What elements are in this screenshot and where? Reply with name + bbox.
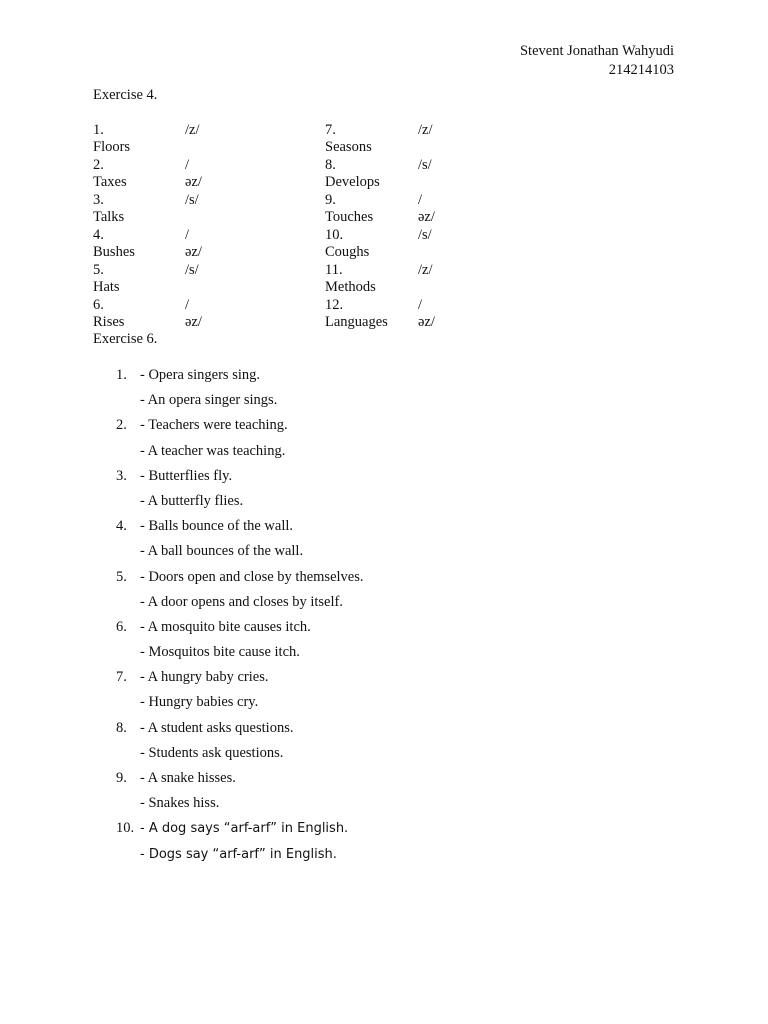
sentence-line: - A ball bounces of the wall. [140,543,304,560]
plural-sound: /əz/ [418,192,435,225]
plural-word: 6. Rises [93,297,125,330]
sentence-line: - Doors open and close by themselves. [140,568,364,585]
exercise-6-title: Exercise 6. [93,331,158,347]
exercise-6-list [116,367,364,871]
list-item [116,720,364,770]
plural-word: 1. Floors [93,122,131,155]
sentence-line: - Teachers were teaching. [140,417,288,434]
list-item [116,820,364,870]
item-number: 7. [116,669,127,686]
item-number: 6. [116,618,127,635]
author-header [520,42,674,80]
plural-sound: /s/ [185,262,199,278]
plural-word: 3. Talks [93,192,125,225]
sentence-line: - A dog says “arf-arf” in English. [140,821,349,837]
item-number: 9. [116,770,127,786]
plural-word: 10. Coughs [325,227,370,260]
plural-word: 11. Methods [325,262,376,295]
author-name: Stevent Jonathan Wahyudi [519,43,674,59]
plural-sound: /s/ [418,157,432,173]
item-number: 1. [116,367,127,383]
plural-word: 8. Develops [325,157,380,190]
sentence-line: - A door opens and closes by itself. [140,593,343,610]
sentence-line: - Opera singers sing. [140,367,261,383]
list-item [116,770,364,820]
item-number: 10. [116,820,135,837]
item-number: 8. [116,719,127,736]
item-number: 3. [116,467,127,484]
student-id: 214214103 [608,62,674,78]
sentence-line: - Students ask questions. [140,744,284,761]
list-item [116,468,364,518]
plural-word: 4. Bushes [93,227,135,260]
sentence-line: - A snake hisses. [140,770,236,786]
plural-sound: /s/ [185,192,199,208]
sentence-line: - Balls bounce of the wall. [140,518,294,535]
plural-sound: /s/ [418,227,432,243]
sentence-line: - Mosquitos bite cause itch. [140,644,300,661]
plural-sound: /z/ [418,122,433,138]
sentence-line: - An opera singer sings. [140,392,278,409]
plural-word: 7. Seasons [325,122,372,155]
list-item [116,367,364,417]
sentence-line: - Dogs say “arf-arf” in English. [140,846,337,862]
list-item [116,619,364,669]
sentence-line: - A student asks questions. [140,719,294,736]
sentence-line: - Snakes hiss. [140,795,220,812]
plural-sound: /əz/ [418,297,435,330]
list-item [116,417,364,467]
plural-sound: /z/ [418,262,433,278]
sentence-line: - A hungry baby cries. [140,669,269,686]
plural-sound: /əz/ [185,227,202,260]
sentence-line: - A butterfly flies. [140,492,244,509]
item-number: 2. [116,417,127,434]
sentence-line: - A mosquito bite causes itch. [140,618,311,635]
sentence-line: - Hungry babies cry. [140,694,259,711]
plural-sound: /əz/ [185,297,202,330]
plural-word: 9. Touches [325,192,374,225]
exercise-4-title: Exercise 4. [93,87,158,103]
plural-word: 2. Taxes [93,157,127,190]
item-number: 4. [116,518,127,535]
list-item [116,669,364,719]
plural-sound: /əz/ [185,157,202,190]
list-item [116,569,364,619]
sentence-line: - A teacher was teaching. [140,442,286,459]
plural-word: 12. Languages [325,297,388,330]
plural-sound: /z/ [185,122,200,138]
list-item [116,518,364,568]
sentence-line: - Butterflies fly. [140,467,233,484]
item-number: 5. [116,568,127,585]
plural-word: 5. Hats [93,262,120,295]
